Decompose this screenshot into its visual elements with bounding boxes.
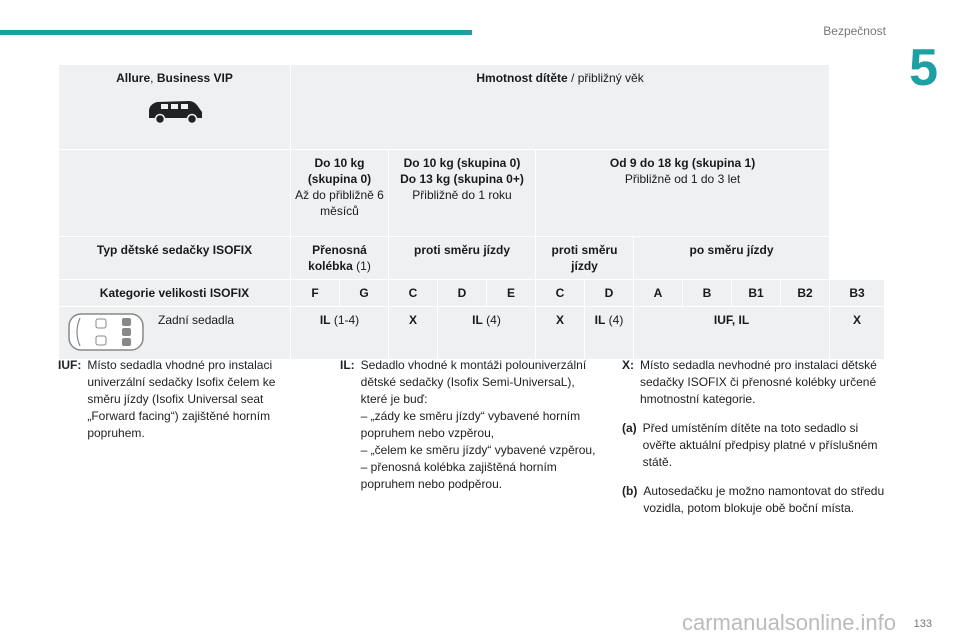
table-type-row: Typ dětské sedačky ISOFIX Přenosná kolébka (1) proti směru jízdy proti směru jízdy po směru jízdy <box>59 237 885 280</box>
group0-title: Do 10 kg (skupina 0) <box>307 156 372 186</box>
isofix-table <box>58 64 885 360</box>
table-header-row: Allure, Business VIP Hmotnost dítěte / přibližný věk <box>59 65 885 150</box>
note-key: X: <box>622 358 634 372</box>
size-class-cell: E <box>487 280 536 307</box>
not-suitable-mark: X <box>830 307 885 360</box>
note-key: IL: <box>340 358 355 372</box>
seat-row-label: Zadní sedadla <box>158 313 235 327</box>
size-class-cell: C <box>536 280 585 307</box>
size-class-cell: B <box>683 280 732 307</box>
table-seat-row: Zadní sedadla IL (1-4) X IL (4) X IL (4) IUF, IL X <box>59 307 885 360</box>
il-code: IL <box>472 313 483 327</box>
note-text: Sedadlo vhodné k montáži polouniverzální dětské sedačky (Isofix Semi-UniversaL), které je buď: <box>360 358 587 406</box>
weight-heading: Hmotnost dítěte <box>476 71 568 85</box>
header-accent-bar <box>0 30 472 35</box>
note-iuf <box>58 357 298 442</box>
il-code: IL <box>319 313 331 327</box>
size-class-cell: D <box>585 280 634 307</box>
size-class-cell: A <box>634 280 683 307</box>
note-list-item: – „zády ke směru jízdy“ vybavené horním popruhem nebo vzpěrou, <box>360 409 581 440</box>
note-key: (b) <box>622 484 638 498</box>
page-number: 133 <box>913 618 932 630</box>
size-class-cell: B2 <box>781 280 830 307</box>
not-suitable-mark: X <box>389 307 438 360</box>
vehicle-label-2: Business VIP <box>156 71 233 85</box>
size-class-cell: G <box>340 280 389 307</box>
type-row-label: Typ dětské sedačky ISOFIX <box>59 237 291 280</box>
note-x <box>622 357 888 517</box>
group0plus-age: Přibližně do 1 roku <box>412 188 512 202</box>
note-il <box>340 357 600 493</box>
watermark: carmanualsonline.info <box>682 610 897 635</box>
group1-age: Přibližně od 1 do 3 let <box>624 172 741 186</box>
not-suitable-mark: X <box>536 307 585 360</box>
note-list-item: – „čelem ke směru jízdy“ vybavené vzpěrou, <box>360 443 596 457</box>
chapter-number: 5 <box>909 39 938 97</box>
carrycot-label: Přenosná kolébka <box>308 243 367 273</box>
note-text: Autosedačku je možno namontovat do středu vozidla, potom blokuje obě boční místa. <box>643 484 885 515</box>
note-key: IUF: <box>58 358 82 372</box>
rear-facing-label-2: proti směru jízdy <box>536 237 634 280</box>
forward-seat-code: IUF, IL <box>634 307 830 360</box>
note-list-item: – přenosná kolébka zajištěná horním popruhem nebo podpěrou. <box>360 460 557 491</box>
group1-title: Od 9 do 18 kg (skupina 1) <box>609 156 756 170</box>
il-code: IL <box>594 313 606 327</box>
group0-age: Až do přibližně 6 měsíců <box>295 188 384 218</box>
group0plus-title1: Do 10 kg (skupina 0) <box>403 156 521 170</box>
table-size-row <box>59 280 885 307</box>
note-b <box>622 483 888 517</box>
van-icon <box>145 98 205 126</box>
note-key: (a) <box>622 421 637 435</box>
vehicle-label-1: Allure <box>116 71 151 85</box>
note-text: Před umístěním dítěte na toto sedadlo si ověřte aktuální předpisy platné v příslušném státě. <box>642 421 878 469</box>
car-top-view-icon <box>66 310 146 354</box>
size-class-cell: F <box>291 280 340 307</box>
group0plus-title2: Do 13 kg (skupina 0+) <box>400 172 524 186</box>
table-group-row <box>59 150 885 237</box>
note-text: Místo sedadla nevhodné pro instalaci dětské sedačky ISOFIX či přenosné kolébky určené hmotnostní kategorie. <box>640 358 877 406</box>
section-title: Bezpečnost <box>823 24 886 38</box>
size-class-cell: B1 <box>732 280 781 307</box>
note-a <box>622 420 888 471</box>
note-text: Místo sedadla vhodné pro instalaci univerzální sedačky Isofix čelem ke směru jízdy (Isofix Universal seat „Forward facing“) zajištěné horním popruhem. <box>87 358 276 440</box>
size-class-cell: D <box>438 280 487 307</box>
size-class-cell: C <box>389 280 438 307</box>
rear-facing-label-1: proti směru jízdy <box>389 237 536 280</box>
size-class-cell: B3 <box>830 280 885 307</box>
forward-facing-label: po směru jízdy <box>634 237 830 280</box>
size-row-label: Kategorie velikosti ISOFIX <box>59 280 291 307</box>
